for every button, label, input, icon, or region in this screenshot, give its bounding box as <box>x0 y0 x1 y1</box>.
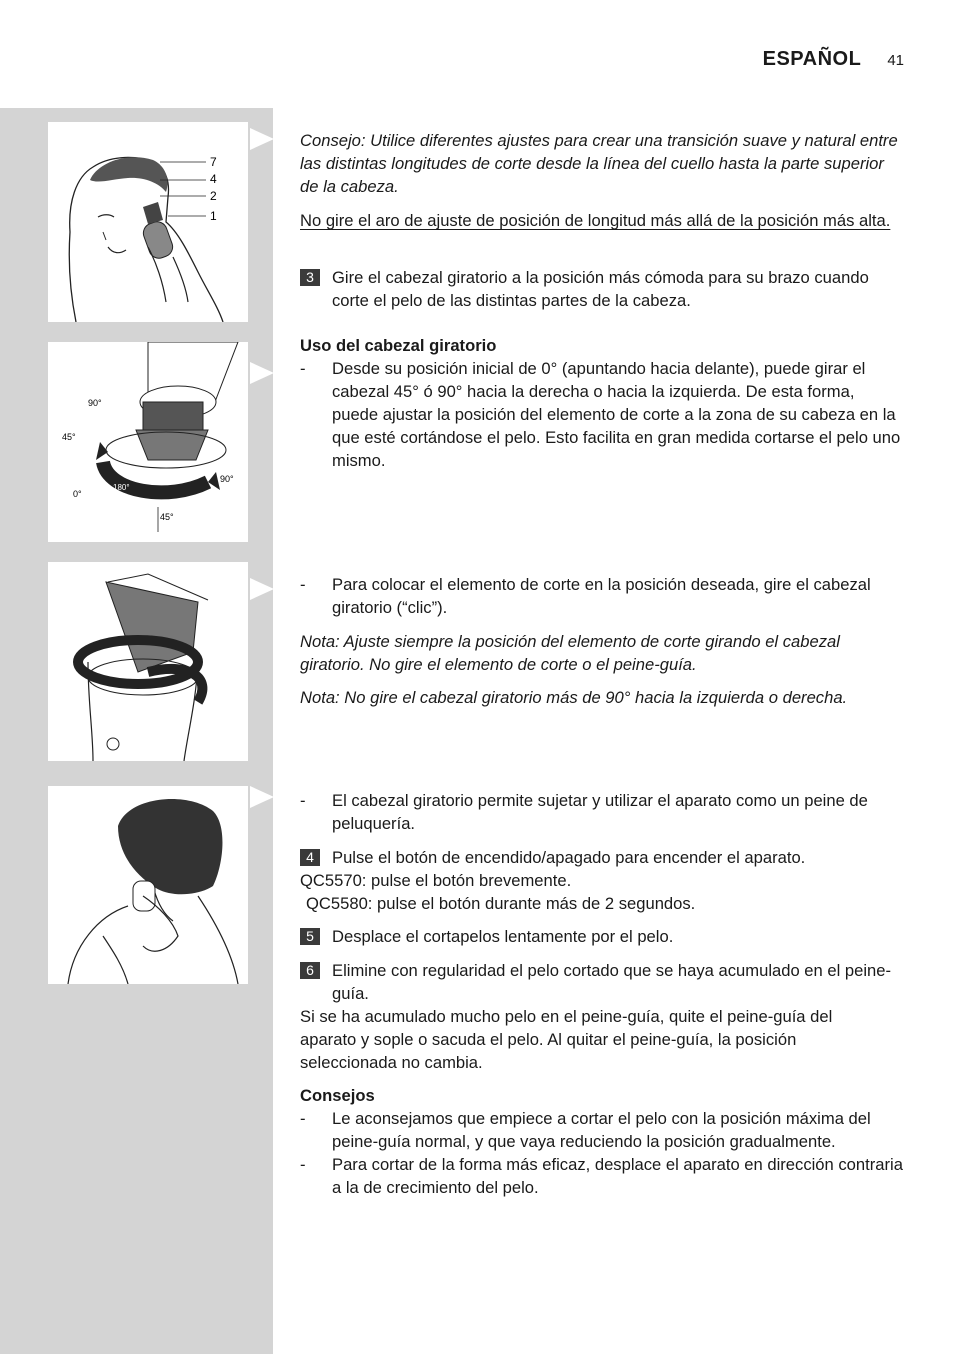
step-detail: QC5580: pulse el botón durante más de 2 segundos. <box>306 894 696 913</box>
figure-turn-head <box>48 562 248 761</box>
bullet-dash: - <box>300 1109 306 1128</box>
step-followup: Si se ha acumulado mucho pelo en el peine-guía, quite el peine-guía del aparato y sople o sacuda el pelo. Al quitar el peine-guía, la posición seleccionada no cambia. <box>300 1007 833 1072</box>
note-block-1 <box>300 630 905 676</box>
figure-head-lengths <box>48 122 248 322</box>
bullet-block-3 <box>300 789 905 835</box>
length-label-7: 7 <box>210 155 217 169</box>
page-number: 41 <box>887 52 904 69</box>
length-label-2: 2 <box>210 189 217 203</box>
bullet-text: Le aconsejamos que empiece a cortar el pelo con la posición máxima del peine-guía normal, y que vaya reduciendo la posición gradualmente. <box>332 1109 871 1151</box>
bullet-text: Para cortar de la forma más eficaz, desplace el aparato en dirección contraria a la de crecimiento del pelo. <box>332 1155 903 1197</box>
step-number: 4 <box>300 849 320 866</box>
bullet-text: El cabezal giratorio permite sujetar y utilizar el aparato como un peine de peluquería. <box>332 791 868 833</box>
bullet-dash: - <box>300 575 306 594</box>
length-label-4: 4 <box>210 172 217 186</box>
step-4 <box>300 846 905 915</box>
angle-label-0: 0° <box>73 489 82 499</box>
bullet-dash: - <box>300 791 306 810</box>
step-3 <box>300 266 905 312</box>
warning-block <box>300 209 905 232</box>
bullet-block-2 <box>300 573 905 619</box>
figure-man-behind <box>48 786 248 984</box>
angle-label-90-left: 90° <box>88 398 102 408</box>
angle-label-90-right: 90° <box>220 474 234 484</box>
language-label: ESPAÑOL <box>762 48 862 70</box>
figure-pointer <box>250 128 274 150</box>
warning-underlined: No gire el aro de ajuste de posición de longitud más allá de la posición más alta. <box>300 211 891 230</box>
figure-pointer <box>250 786 274 808</box>
figure-pointer <box>250 578 274 600</box>
rotating-head-illustration <box>48 342 248 542</box>
page-header <box>763 48 904 71</box>
step-number: 3 <box>300 269 320 286</box>
head-lengths-illustration <box>48 122 248 322</box>
length-label-1: 1 <box>210 209 217 223</box>
figure-pointer <box>250 362 274 384</box>
figure-rotating-head <box>48 342 248 542</box>
step-text: Desplace el cortapelos lentamente por el pelo. <box>332 927 674 946</box>
angle-label-180: 180° <box>113 483 130 492</box>
section-heading: Uso del cabezal giratorio <box>300 336 497 355</box>
note-text: Nota: No gire el cabezal giratorio más de 90° hacia la izquierda o derecha. <box>300 688 848 707</box>
angle-label-45-left: 45° <box>62 432 76 442</box>
tip-block <box>300 129 905 198</box>
step-number: 6 <box>300 962 320 979</box>
step-number: 5 <box>300 928 320 945</box>
turn-head-illustration <box>48 562 248 761</box>
angle-label-45-bottom: 45° <box>160 512 174 522</box>
step-text: Elimine con regularidad el pelo cortado que se haya acumulado en el peine-guía. <box>332 961 892 1003</box>
man-behind-illustration <box>48 786 248 984</box>
step-text: Gire el cabezal giratorio a la posición más cómoda para su brazo cuando corte el pelo de las distintas partes de la cabeza. <box>332 268 869 310</box>
bullet-text: Para colocar el elemento de corte en la posición deseada, gire el cabezal giratorio (“clic”). <box>332 575 871 617</box>
step-text: Pulse el botón de encendido/apagado para encender el aparato. <box>332 848 806 867</box>
bullet-text: Desde su posición inicial de 0° (apuntando hacia delante), puede girar el cabezal 45° ó 90° hacia la derecha o hacia la izquierda. De esta forma, puede ajustar la posición del elemento de corte a la zona de su cabeza en la que esté cortándose el pelo. Esto facilita en gran medida cortarse el pelo uno mismo. <box>332 359 901 470</box>
bullet-dash: - <box>300 1155 306 1174</box>
tip-italic: Consejo: Utilice diferentes ajustes para crear una transición suave y natural entre las distintas longitudes de corte desde la línea del cuello hasta la parte superior de la cabeza. <box>300 131 898 196</box>
section-heading: Consejos <box>300 1086 375 1105</box>
bullet-dash: - <box>300 359 306 378</box>
rotating-section <box>300 334 905 472</box>
step-5 <box>300 925 905 948</box>
tips-section <box>300 1084 905 1199</box>
note-block-2 <box>300 686 905 709</box>
note-text: Nota: Ajuste siempre la posición del elemento de corte girando el cabezal giratorio. No gire el elemento de corte o el peine-guía. <box>300 632 840 674</box>
step-detail: QC5570: pulse el botón brevemente. <box>300 871 572 890</box>
step-6 <box>300 959 905 1074</box>
